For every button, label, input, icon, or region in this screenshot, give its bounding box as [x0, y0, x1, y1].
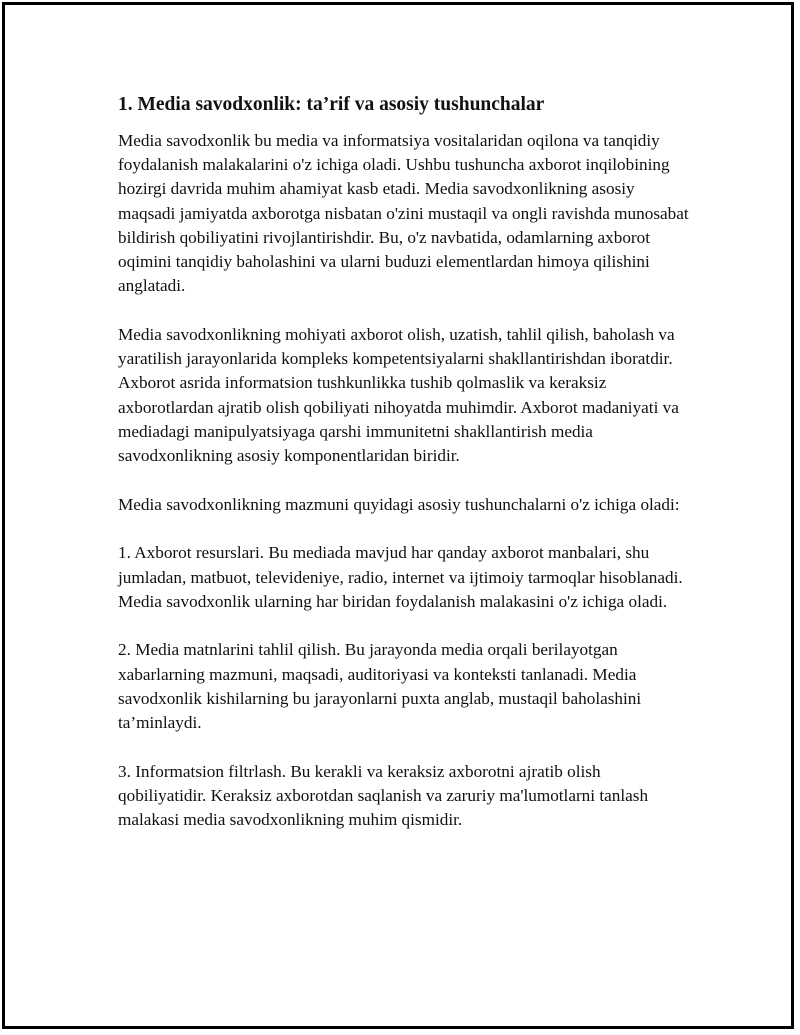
paragraph-concepts-intro: Media savodxonlikning mazmuni quyidagi asosiy tushunchalarni o'z ichiga oladi: [118, 494, 680, 514]
paragraph-essence: Media savodxonlikning mohiyati axborot olish, uzatish, tahlil qilish, baholash va yaratilish jarayonlarida kompleks kompetentsiyalarni shakllantirishdan iboratdir. Axborot asrida informatsion tushkunlikka tushib qolmaslik va keraksiz axborotlardan ajratib olish qobiliyati nihoyatda muhimdir. Axborot madaniyati va mediadagi manipulyatsiyaga qarshi immunitetni shakllantirish media savodxonlikning asosiy komponentlaridan biridir. [118, 324, 679, 465]
paragraph-item-1: 1. Axborot resurslari. Bu mediada mavjud har qanday axborot manbalari, shu jumladan, matbuot, televideniye, radio, internet va ijtimoiy tarmoqlar hisoblanadi. Media savodxonlik ularning har biridan foydalanish malakasini o'z ichiga oladi. [118, 543, 683, 611]
section-heading: 1. Media savodxonlik: ta’rif va asosiy tushunchalar [118, 94, 545, 115]
paragraph-item-2: 2. Media matnlarini tahlil qilish. Bu jarayonda media orqali berilayotgan xabarlarning mazmuni, maqsadi, auditoriyasi va konteksti tanlanadi. Media savodxonlik kishilarning bu jarayonlarni puxta anglab, mustaqil baholashini ta’minlaydi. [118, 640, 642, 733]
document-body [118, 92, 690, 832]
paragraph-item-3: 3. Informatsion filtrlash. Bu kerakli va keraksiz axborotni ajratib olish qobiliyatidir. Keraksiz axborotdan saqlanish va zaruriy ma'lumotlarni tanlash malakasi media savodxonlikning muhim qismidir. [118, 761, 649, 830]
paragraph-definition: Media savodxonlik bu media va informatsiya vositalaridan oqilona va tanqidiy foydalanish malakalarini o'z ichiga oladi. Ushbu tushuncha axborot inqilobining hozirgi davrida muhim ahamiyat kasb etadi. Media savodxonlikning asosiy maqsadi jamiyatda axborotga nisbatan o'zini mustaqil va ongli ravishda munosabat bildirish qobiliyatini rivojlantirishdir. Bu, o'z navbatida, odamlarning axborot oqimini tanqidiy baholashini va ularni buduzi elementlardan himoya qilishini anglatadi. [118, 131, 689, 296]
